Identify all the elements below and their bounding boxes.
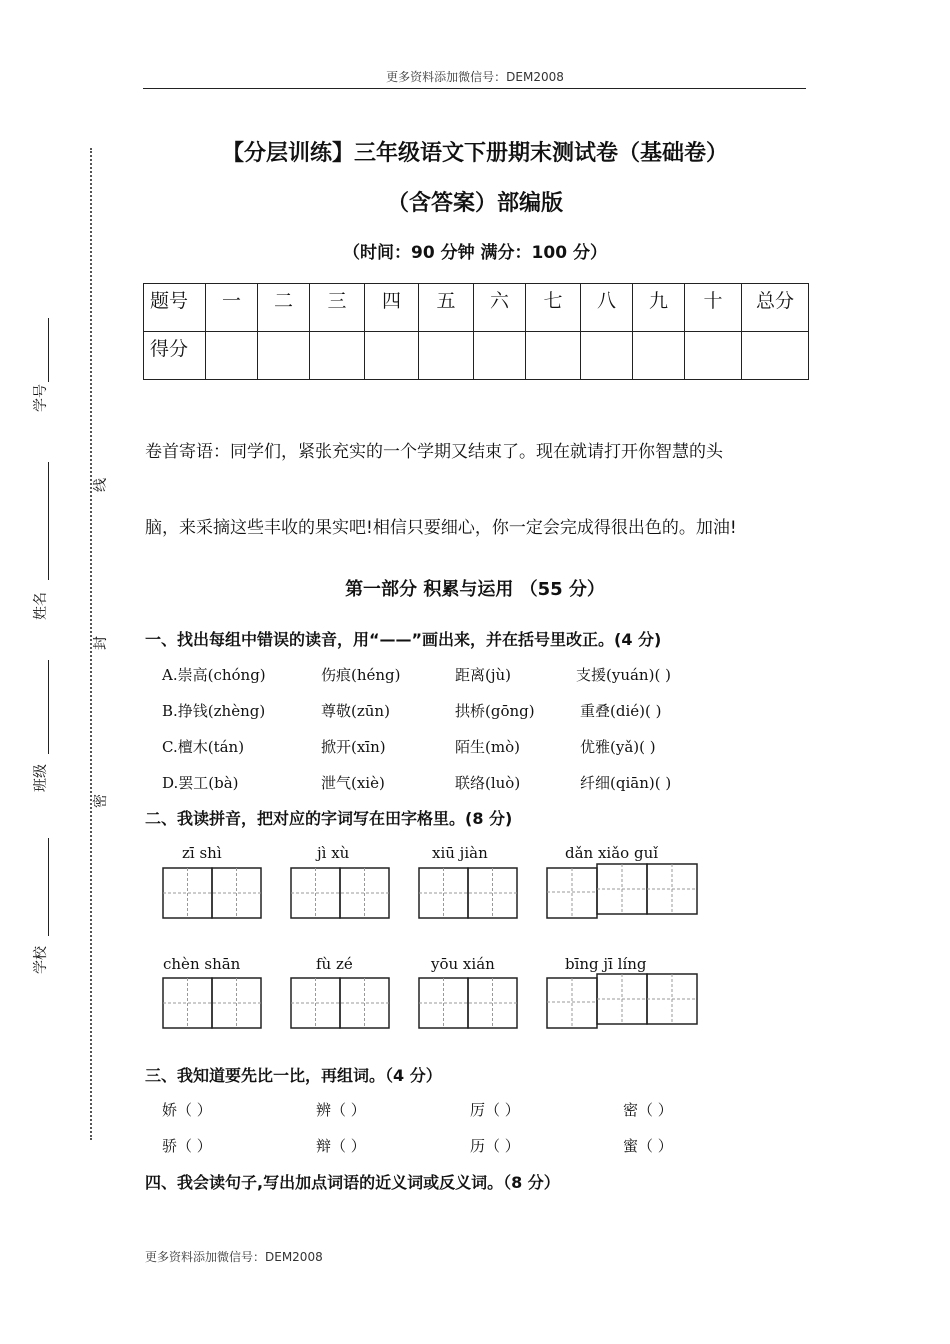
class-blank	[48, 660, 49, 754]
score-table-row-score	[144, 332, 809, 380]
binding-label-class: 班级	[33, 764, 49, 792]
q1-item: 掀开(xīn)	[321, 738, 386, 756]
score-cell[interactable]	[365, 332, 419, 380]
score-table-col: 五	[419, 284, 474, 332]
tianzige-grid[interactable]	[163, 868, 261, 918]
pinyin-label: chèn shān	[163, 955, 241, 973]
score-table-col: 九	[633, 284, 685, 332]
pinyin-label: bīng jī líng	[565, 955, 647, 973]
binding-label-school: 学校	[33, 946, 49, 974]
q1-item-answer[interactable]: 优雅(yǎ)( )	[580, 738, 656, 756]
pinyin-label: dǎn xiǎo guǐ	[565, 844, 659, 862]
score-cell[interactable]	[633, 332, 685, 380]
tianzige-grid[interactable]	[547, 864, 697, 918]
q1-item: C.檀木(tán)	[162, 738, 245, 756]
part1-title: 第一部分 积累与运用 （55 分）	[345, 579, 605, 600]
q4-title: 四、我会读句子,写出加点词语的近义词或反义词。（8 分）	[145, 1173, 560, 1192]
intro-text-line1: 卷首寄语：同学们，紧张充实的一个学期又结束了。现在就请打开你智慧的头	[145, 442, 723, 462]
school-blank	[48, 838, 49, 936]
binding-mark-secret: 密	[93, 794, 109, 808]
binding-label-student-id: 学号	[33, 384, 49, 412]
score-cell[interactable]	[419, 332, 474, 380]
q1-item: A.崇高(chóng)	[162, 666, 266, 684]
score-cell[interactable]	[258, 332, 310, 380]
score-cell[interactable]	[474, 332, 526, 380]
score-table-col: 八	[581, 284, 633, 332]
q2-title: 二、我读拼音，把对应的字词写在田字格里。(8 分)	[145, 809, 513, 828]
score-cell[interactable]	[742, 332, 809, 380]
q3-item[interactable]: 厉（ ）	[470, 1101, 520, 1119]
binding-mark-line: 线	[93, 478, 109, 492]
score-table-col: 总分	[742, 284, 809, 332]
score-table-col: 一	[206, 284, 258, 332]
intro-text-line2: 脑，来采摘这些丰收的果实吧!相信只要细心，你一定会完成得很出色的。加油!	[145, 518, 737, 538]
q1-item: B.挣钱(zhèng)	[162, 702, 266, 720]
pinyin-label: zī shì	[182, 844, 222, 862]
tianzige-grid[interactable]	[547, 974, 697, 1028]
tianzige-grid[interactable]	[419, 978, 517, 1028]
score-table-header: 得分	[144, 332, 206, 380]
score-cell[interactable]	[310, 332, 365, 380]
q1-item: 拱桥(gōng)	[455, 702, 535, 720]
score-cell[interactable]	[685, 332, 742, 380]
name-blank	[48, 462, 49, 580]
pinyin-label: yōu xián	[431, 955, 495, 973]
score-cell[interactable]	[206, 332, 258, 380]
q1-item: 尊敬(zūn)	[321, 702, 390, 720]
score-table-col: 四	[365, 284, 419, 332]
q1-item: 泄气(xiè)	[321, 774, 385, 792]
score-table	[143, 283, 809, 380]
exam-info: （时间：90 分钟 满分：100 分）	[343, 243, 607, 263]
header-note: 更多资料添加微信号：DEM2008	[386, 70, 564, 84]
q1-item: D.罢工(bà)	[162, 774, 239, 792]
tianzige-grid[interactable]	[163, 978, 261, 1028]
score-cell[interactable]	[526, 332, 581, 380]
q1-item-answer[interactable]: 纤细(qiān)( )	[580, 774, 672, 792]
q3-item[interactable]: 历（ ）	[470, 1137, 520, 1155]
q1-title: 一、找出每组中错误的读音，用“——”画出来，并在括号里改正。(4 分)	[145, 630, 662, 649]
score-table-col: 十	[685, 284, 742, 332]
q3-item[interactable]: 蜜（ ）	[623, 1137, 673, 1155]
pinyin-label: fù zé	[316, 955, 353, 973]
q1-item-answer[interactable]: 支援(yuán)( )	[576, 666, 671, 684]
header-rule	[143, 88, 806, 89]
score-table-row-number	[144, 284, 809, 332]
page-subtitle: （含答案）部编版	[386, 191, 563, 216]
q3-item[interactable]: 辩（ ）	[316, 1137, 366, 1155]
score-table-col: 二	[258, 284, 310, 332]
footer-note: 更多资料添加微信号：DEM2008	[145, 1250, 323, 1264]
q3-item[interactable]: 密（ ）	[623, 1101, 673, 1119]
score-table-col: 三	[310, 284, 365, 332]
score-table-header: 题号	[144, 284, 206, 332]
q1-item: 距离(jù)	[455, 666, 512, 684]
pinyin-label: jì xù	[317, 844, 350, 862]
tianzige-grid[interactable]	[419, 868, 517, 918]
q1-item: 陌生(mò)	[455, 738, 520, 756]
q3-title: 三、我知道要先比一比，再组词。（4 分）	[145, 1066, 442, 1085]
q3-item[interactable]: 娇（ ）	[162, 1101, 212, 1119]
q1-item: 联络(luò)	[455, 774, 521, 792]
score-table-col: 七	[526, 284, 581, 332]
pinyin-label: xiū jiàn	[432, 844, 488, 862]
binding-mark-seal: 封	[93, 636, 109, 650]
q3-item[interactable]: 骄（ ）	[162, 1137, 212, 1155]
tianzige-grid[interactable]	[291, 978, 389, 1028]
binding-label-name: 姓名	[33, 592, 49, 620]
q3-item[interactable]: 辨（ ）	[316, 1101, 366, 1119]
score-cell[interactable]	[581, 332, 633, 380]
student-id-blank	[48, 318, 49, 382]
q1-item: 伤痕(héng)	[321, 666, 401, 684]
page-title: 【分层训练】三年级语文下册期末测试卷（基础卷）	[221, 141, 728, 166]
q1-item-answer[interactable]: 重叠(dié)( )	[580, 702, 662, 720]
score-table-col: 六	[474, 284, 526, 332]
tianzige-grid[interactable]	[291, 868, 389, 918]
